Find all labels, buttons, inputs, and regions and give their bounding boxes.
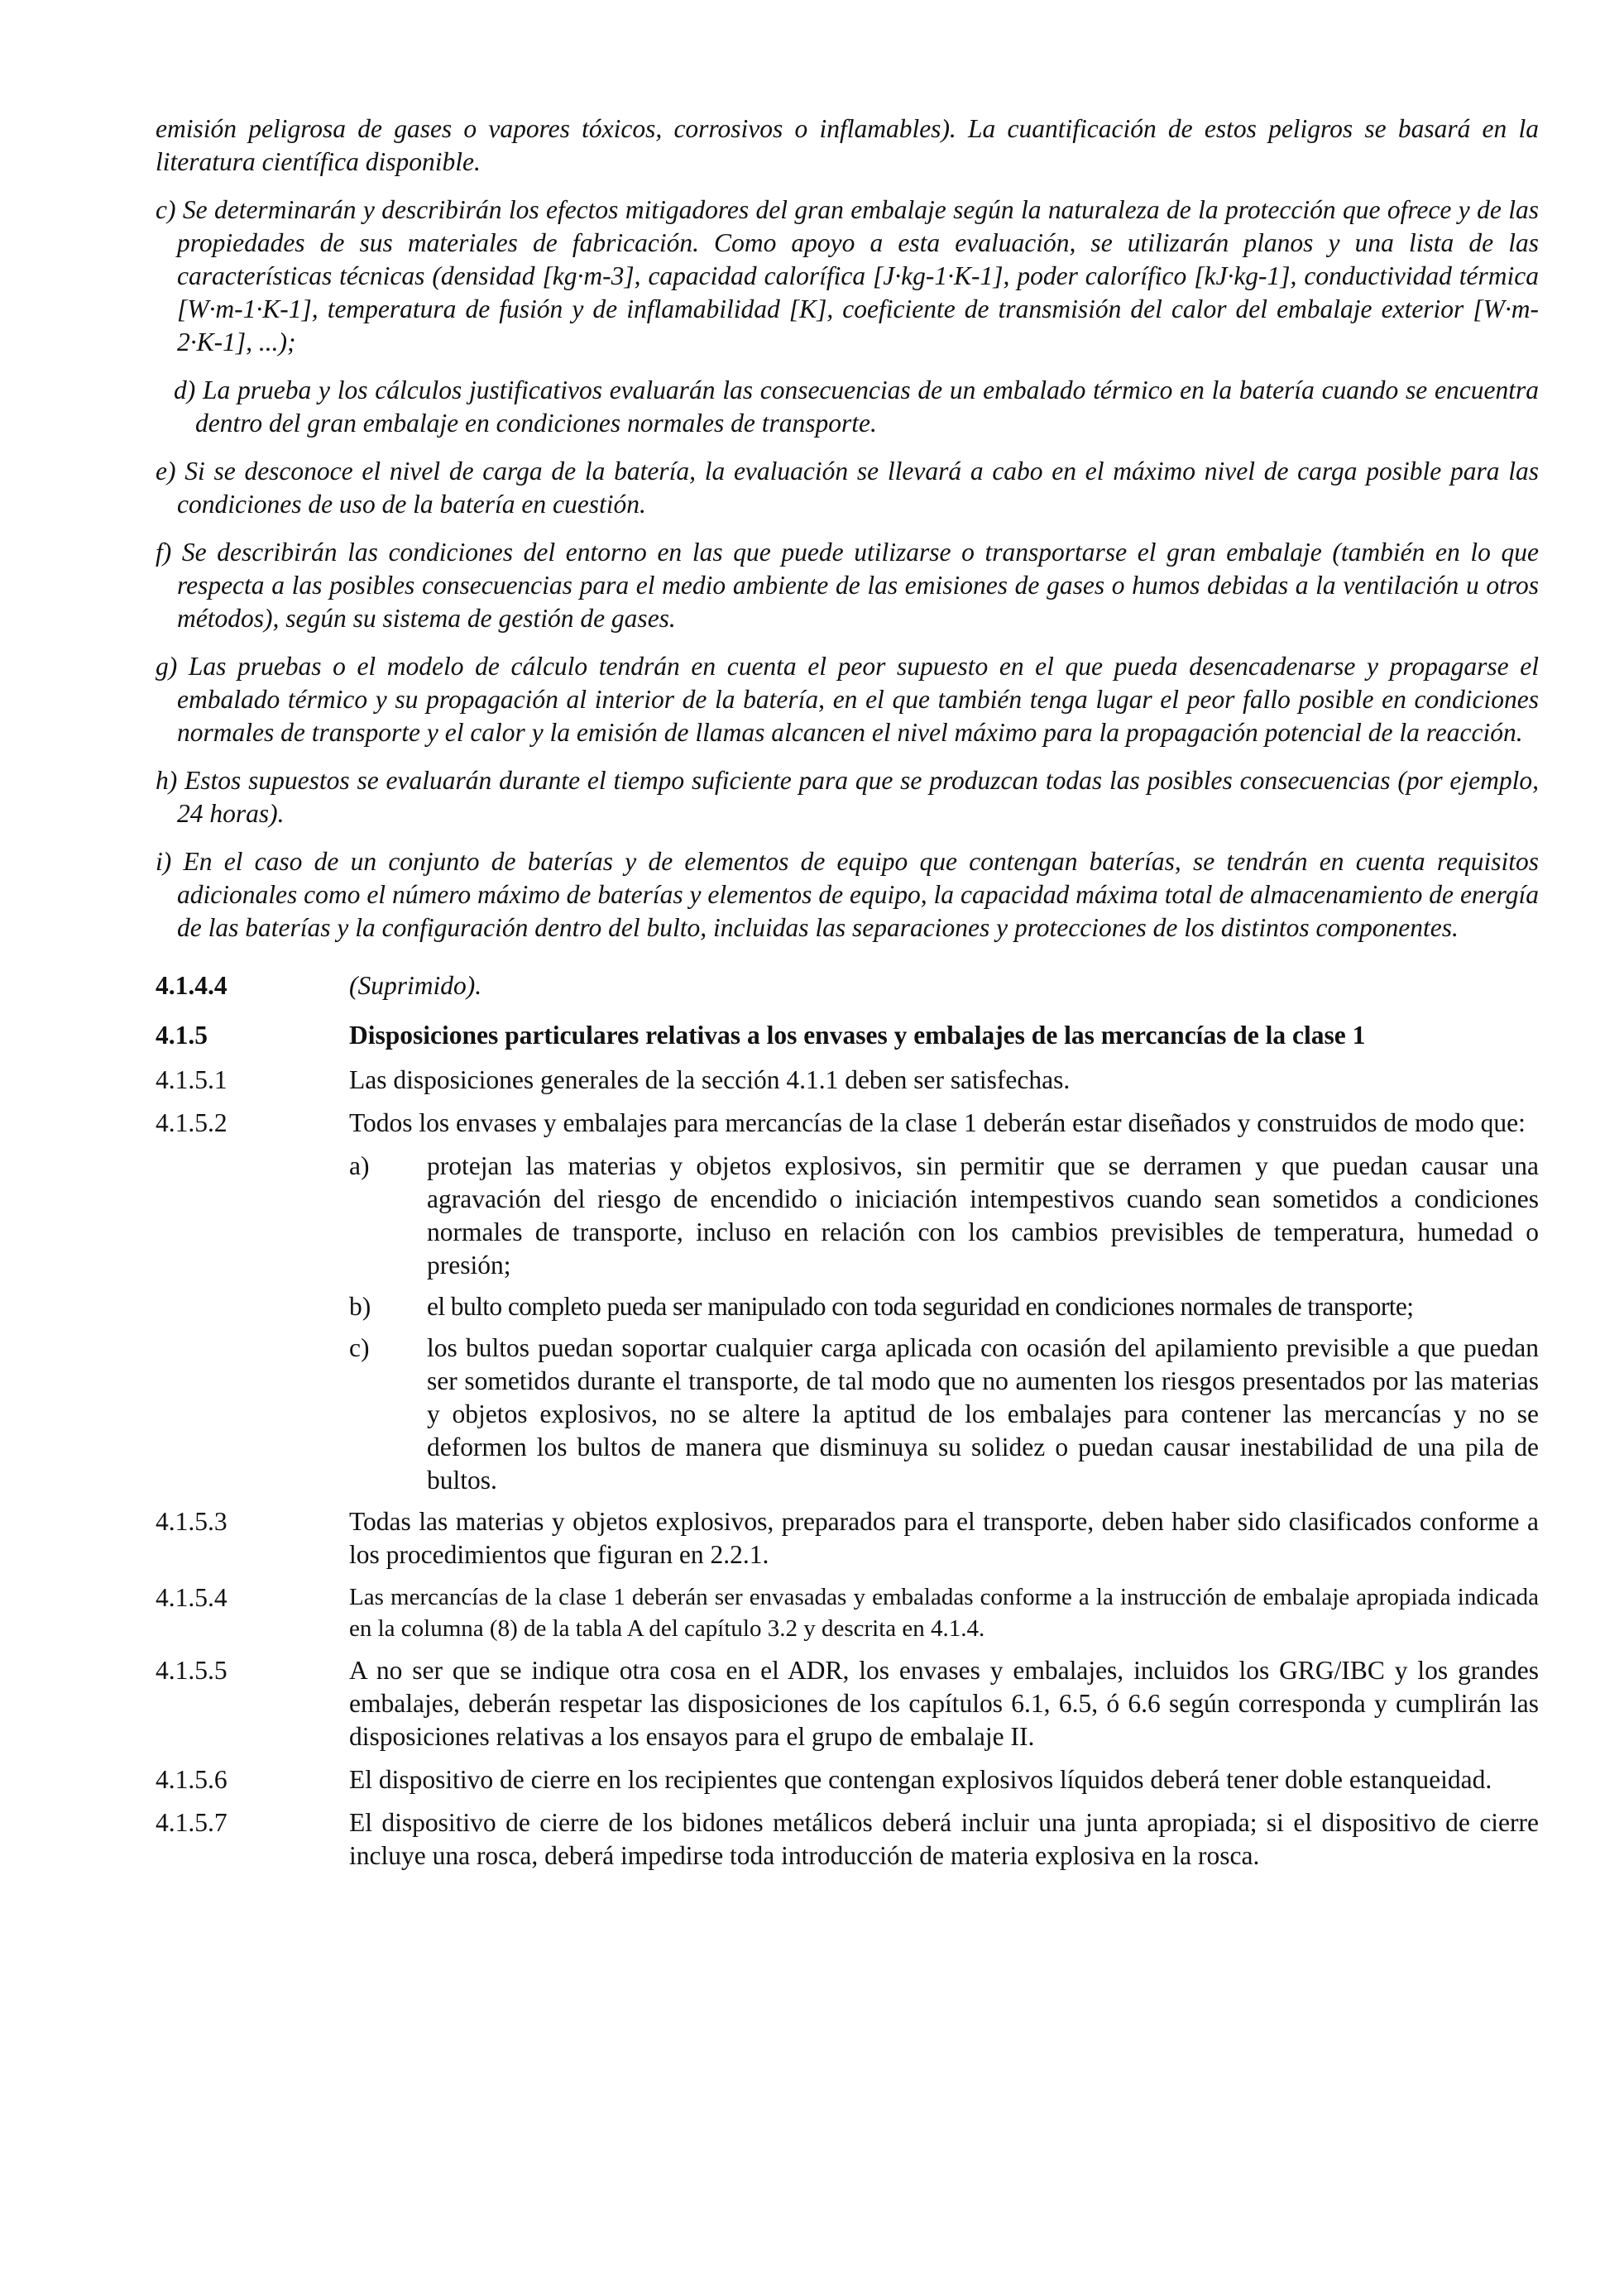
sub-item-a — [349, 1150, 1539, 1282]
section-4-1-5-7 — [156, 1806, 1539, 1873]
section-heading: Disposiciones particulares relativas a los envases y embalajes de las mercancías de la clase 1 — [349, 1021, 1366, 1050]
section-4-1-5-4 — [156, 1581, 1539, 1644]
list-item-h: h) Estos supuestos se evaluarán durante el tiempo suficiente para que se produzcan todas las posibles consecuencias (por ejemplo, 24 horas). — [156, 766, 1539, 828]
sub-item-text: el bulto completo pueda ser manipulado con toda seguridad en condiciones normales de transporte; — [427, 1292, 1414, 1321]
list-item-d: d) La prueba y los cálculos justificativos evaluarán las consecuencias de un embalado térmico en la batería cuando se encuentra dentro del gran embalaje en condiciones normales de transporte. — [174, 375, 1539, 438]
sub-item-label: b) — [349, 1292, 371, 1321]
section-number: 4.1.4.4 — [156, 971, 228, 1000]
sub-item-c — [349, 1332, 1539, 1497]
section-number: 4.1.5.1 — [156, 1065, 228, 1094]
section-text: Las mercancías de la clase 1 deberán ser envasadas y embaladas conforme a la instrucción de embalaje apropiada indicada en la columna (8) de la tabla A del capítulo 3.2 y descrita en 4.1.4. — [349, 1584, 1539, 1642]
section-text: (Suprimido). — [349, 971, 482, 1000]
list-item-i: i) En el caso de un conjunto de baterías y de elementos de equipo que contengan baterías, se tendrán en cuenta requisitos adicionales como el número máximo de baterías y elementos de equipo, la capacidad máxima total de almacenamiento de energía de las baterías y la configuración dentro del bulto, incluidas las separaciones y protecciones de los distintos componentes. — [156, 847, 1539, 942]
section-4-1-5-2-subitems — [349, 1150, 1539, 1497]
continuation-paragraph: emisión peligrosa de gases o vapores tóxicos, corrosivos o inflamables). La cuantificación de estos peligros se basará en la literatura científica disponible. — [156, 114, 1539, 176]
sub-item-label: a) — [349, 1151, 370, 1180]
section-4-1-5-5 — [156, 1654, 1539, 1753]
section-4-1-5-2 — [156, 1107, 1539, 1140]
section-4-1-5-3 — [156, 1505, 1539, 1571]
list-item-f: f) Se describirán las condiciones del entorno en las que puede utilizarse o transportarse el gran embalaje (también en lo que respecta a las posibles consecuencias para el medio ambiente de las emisiones de gases o humos debidas a la ventilación u otros métodos), según su sistema de gestión de gases. — [156, 538, 1539, 633]
section-text: Las disposiciones generales de la sección 4.1.1 deben ser satisfechas. — [349, 1065, 1071, 1094]
sub-item-label: c) — [349, 1333, 370, 1362]
section-4-1-5-1 — [156, 1064, 1539, 1097]
section-number: 4.1.5 — [156, 1021, 208, 1050]
list-item-c: c) Se determinarán y describirán los efectos mitigadores del gran embalaje según la naturaleza de la protección que ofrece y de las propiedades de sus materiales de fabricación. Como apoyo a esta evaluación, se utilizarán planos y una lista de las características técnicas (densidad [kg·m-3], capacidad calorífica [J·kg-1·K-1], poder calorífico [kJ·kg-1], conductividad térmica [W·m-1·K-1], temperatura de fusión y de inflamabilidad [K], coeficiente de transmisión del calor del embalaje exterior [W·m-2·K-1], ...); — [156, 195, 1539, 356]
section-text: El dispositivo de cierre en los recipientes que contengan explosivos líquidos deberá tener doble estanqueidad. — [349, 1765, 1492, 1794]
list-item-g: g) Las pruebas o el modelo de cálculo tendrán en cuenta el peor supuesto en el que pueda desencadenarse y propagarse el embalado térmico y su propagación al interior de la batería, en el que también tenga lugar el peor fallo posible en condiciones normales de transporte y el calor y la emisión de llamas alcancen el nivel máximo para la propagación potencial de la reacción. — [156, 652, 1539, 747]
section-number: 4.1.5.7 — [156, 1808, 228, 1837]
sub-item-b — [349, 1290, 1539, 1323]
section-text: Todas las materias y objetos explosivos, preparados para el transporte, deben haber sido clasificados conforme a los procedimientos que figuran en 2.2.1. — [349, 1507, 1539, 1569]
section-number: 4.1.5.5 — [156, 1656, 228, 1685]
section-4-1-5 — [156, 1019, 1539, 1052]
sub-item-text: protejan las materias y objetos explosivos, sin permitir que se derramen y que puedan causar una agravación del riesgo de encendido o iniciación intempestivos cuando sean sometidos a condiciones normales de transporte, incluso en relación con los cambios previsibles de temperatura, humedad o presión; — [427, 1151, 1539, 1280]
sub-item-text: los bultos puedan soportar cualquier carga aplicada con ocasión del apilamiento previsible a que puedan ser sometidos durante el transporte, de tal modo que no aumenten los riesgos presentados por las materias y objetos explosivos, no se altere la aptitud de los embalajes para contener las mercancías y no se deformen los bultos de manera que disminuya su solidez o puedan causar inestabilidad de una pila de bultos. — [427, 1333, 1539, 1495]
section-number: 4.1.5.3 — [156, 1507, 228, 1536]
document-page — [156, 112, 1539, 1882]
section-number: 4.1.5.4 — [156, 1583, 228, 1612]
section-4-1-4-4 — [156, 969, 1539, 1002]
section-text: El dispositivo de cierre de los bidones metálicos deberá incluir una junta apropiada; si el dispositivo de cierre incluye una rosca, deberá impedirse toda introducción de materia explosiva en la rosca. — [349, 1808, 1539, 1870]
section-text: Todos los envases y embalajes para mercancías de la clase 1 deberán estar diseñados y construidos de modo que: — [349, 1108, 1526, 1137]
section-number: 4.1.5.2 — [156, 1108, 228, 1137]
italic-list — [156, 112, 1539, 945]
section-number: 4.1.5.6 — [156, 1765, 228, 1794]
section-4-1-5-6 — [156, 1763, 1539, 1796]
section-text: A no ser que se indique otra cosa en el ADR, los envases y embalajes, incluidos los GRG/IBC y los grandes embalajes, deberán respetar las disposiciones de los capítulos 6.1, 6.5, ó 6.6 según corresponda y cumplirán las disposiciones relativas a los ensayos para el grupo de embalaje II. — [349, 1656, 1539, 1751]
list-item-e: e) Si se desconoce el nivel de carga de la batería, la evaluación se llevará a cabo en el máximo nivel de carga posible para las condiciones de uso de la batería en cuestión. — [156, 457, 1539, 519]
